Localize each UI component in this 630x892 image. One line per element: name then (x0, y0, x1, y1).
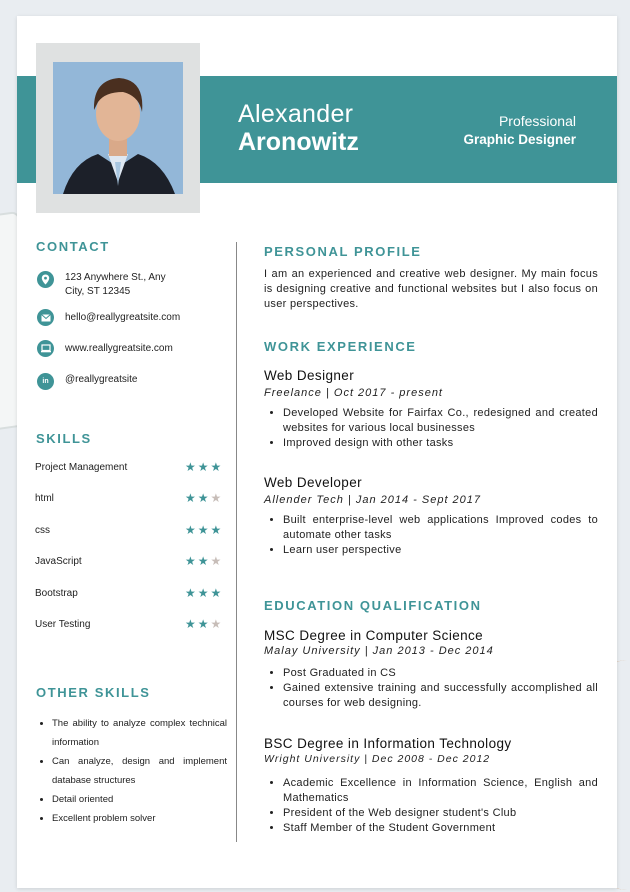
photo-frame (36, 43, 200, 213)
other-skills-list (36, 714, 227, 828)
skill-rating (185, 491, 223, 505)
skill-row (35, 491, 224, 507)
contact-address-text: 123 Anywhere St., Any City, ST 12345 (65, 272, 166, 297)
job-bullets (264, 513, 598, 558)
other-skills-title: OTHER SKILLS (36, 685, 151, 700)
contact-website-text: www.reallygreatsite.com (65, 343, 173, 354)
list-item: • Excellent problem solver (52, 809, 227, 828)
degree-bullets (264, 666, 598, 711)
star-icon: ★ (210, 522, 224, 537)
degree-bullets (264, 776, 598, 836)
role-line-1: Professional (498, 113, 576, 129)
job-title: Web Developer (264, 475, 362, 490)
skill-rating (185, 617, 223, 631)
skill-name: User Testing (35, 619, 91, 630)
linkedin-icon: in (37, 373, 54, 390)
skill-row (35, 617, 224, 633)
skill-name: html (35, 493, 54, 505)
list-item: • Post Graduated in CS (283, 666, 598, 681)
job-entry-1 (264, 368, 598, 451)
star-icon: ★ (185, 491, 198, 506)
list-item: • Can analyze, design and implement database structures (52, 752, 227, 790)
website-icon (37, 340, 54, 357)
list-item: • Learn user perspective (283, 543, 598, 558)
list-item: • Improved design with other tasks (283, 436, 598, 451)
job-meta: Freelance | Oct 2017 - present (264, 387, 443, 399)
skill-row (35, 585, 224, 602)
star-icon: ★ (210, 617, 224, 631)
list-item: • Academic Excellence in Information Science, English and Mathematics (283, 776, 598, 806)
skill-row (35, 460, 224, 476)
list-item: • Built enterprise-level web applications Improved codes to automate other tasks (283, 513, 598, 543)
column-divider (236, 242, 237, 842)
star-icon: ★ (185, 554, 198, 569)
list-item: • Gained extensive training and successfully accomplished all courses for web designing. (283, 681, 598, 711)
job-entry-2 (264, 475, 598, 558)
degree-entry-2 (264, 736, 598, 836)
star-icon: ★ (210, 554, 224, 569)
skill-name: Bootstrap (35, 587, 78, 599)
skill-rating (185, 586, 223, 600)
profile-title: PERSONAL PROFILE (264, 244, 422, 259)
job-title: Web Designer (264, 368, 355, 383)
contact-website[interactable] (37, 340, 173, 357)
location-pin-icon (37, 271, 54, 288)
contact-email[interactable] (37, 309, 180, 326)
job-bullets (264, 406, 598, 451)
contact-linkedin[interactable] (37, 373, 137, 390)
degree-entry-1 (264, 628, 598, 711)
star-icon: ★ (185, 460, 198, 474)
profile-photo (53, 62, 183, 194)
skill-row (35, 554, 224, 570)
list-item: • Detail oriented (52, 790, 227, 809)
resume-page (17, 16, 617, 888)
contact-email-text: hello@reallygreatsite.com (65, 312, 181, 323)
star-icon: ★ (210, 585, 224, 600)
skill-rating (185, 523, 223, 537)
contact-address (37, 271, 197, 299)
skill-name: css (35, 524, 50, 536)
contact-linkedin-text: @reallygreatsite (65, 374, 138, 385)
last-name: Aronowitz (238, 128, 359, 156)
star-icon: ★ (197, 617, 211, 631)
email-icon (37, 309, 54, 326)
star-icon: ★ (197, 522, 211, 537)
skill-rating (185, 460, 223, 474)
star-icon: ★ (210, 460, 224, 474)
degree-meta: Malay University | Jan 2013 - Dec 2014 (264, 645, 494, 657)
star-icon: ★ (197, 460, 211, 474)
star-icon: ★ (185, 522, 198, 537)
degree-meta: Wright University | Dec 2008 - Dec 2012 (264, 753, 491, 765)
list-item: • Developed Website for Fairfax Co., redesigned and created websites for various local businesses (283, 406, 598, 436)
skill-name: JavaScript (35, 556, 82, 568)
work-title: WORK EXPERIENCE (264, 339, 417, 354)
star-icon: ★ (197, 491, 211, 506)
first-name: Alexander (238, 100, 354, 128)
degree-title: BSC Degree in Information Technology (264, 736, 512, 751)
list-item: • The ability to analyze complex technical information (52, 714, 227, 752)
star-icon: ★ (185, 585, 198, 600)
role-line-2: Graphic Designer (463, 132, 576, 147)
star-icon: ★ (185, 617, 198, 631)
star-icon: ★ (197, 554, 211, 569)
skill-rating (185, 554, 223, 568)
star-icon: ★ (210, 491, 224, 506)
skills-title: SKILLS (36, 431, 92, 446)
skill-name: Project Management (35, 462, 128, 473)
job-meta: Allender Tech | Jan 2014 - Sept 2017 (264, 494, 482, 506)
education-title: EDUCATION QUALIFICATION (264, 598, 482, 613)
list-item: • Staff Member of the Student Government (283, 821, 598, 836)
star-icon: ★ (197, 585, 211, 600)
contact-title: CONTACT (36, 239, 110, 254)
degree-title: MSC Degree in Computer Science (264, 628, 484, 643)
skill-row (35, 522, 224, 539)
profile-text: I am an experienced and creative web designer. My main focus is designing creative and functional websites but I also focus on user perspectives. (264, 268, 598, 310)
list-item: • President of the Web designer student's Club (283, 806, 598, 821)
